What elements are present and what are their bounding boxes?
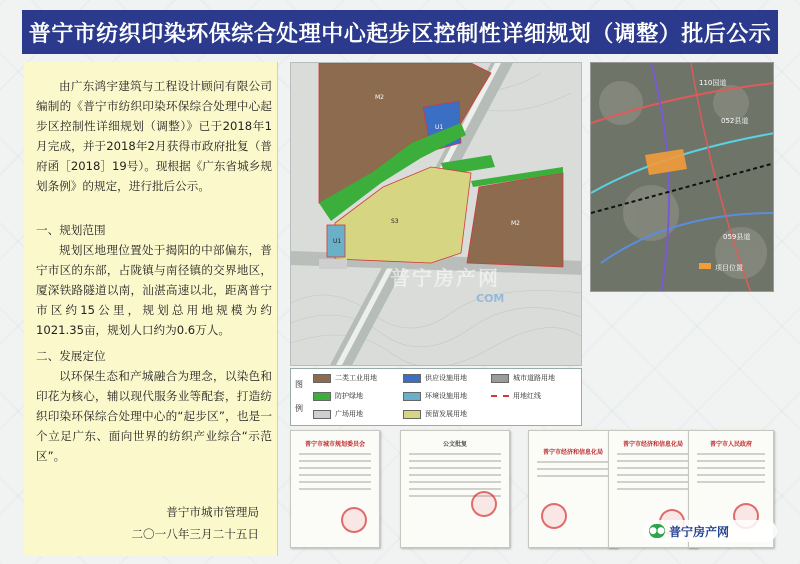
legend-title: 图例 [295, 380, 303, 413]
legend-swatch [403, 374, 421, 383]
legend-item [491, 391, 541, 401]
legend-label: 防护绿地 [335, 392, 363, 400]
section2-body: 以环保生态和产城融合为理念，以染色和印花为核心，辅以现代服务业等配套，打造纺织印染环保综合处理中心的“起步区”，也是一个立足广东、面向世界的纺织产业综合“示范区”。 [36, 369, 272, 463]
notice-intro: 由广东鸿宇建筑与工程设计顾问有限公司编制的《普宁市纺织印染环保综合处理中心起步区控制性详细规划（调整）》已于2018年1月完成，并于2018年2月获得市政府批复（普府函［2018］19号）。现根据《广东省城乡规划条例》的规定，进行批后公示。 [36, 79, 272, 193]
document-title: 普宁市城市规划委员会 [304, 441, 365, 448]
section1-body: 规划区地理位置处于揭阳的中部偏东，普宁市区的东部，占陇镇与南径镇的交界地区，厦深铁路隧道以南，汕湛高速以北，距离普宁市区约15公里，规划总用地规模为约1021.35亩，规划人口约为0.6万人。 [36, 243, 272, 337]
legend-swatch [403, 392, 421, 401]
legend-swatch [313, 410, 331, 419]
parcel-label: S3 [391, 218, 399, 225]
legend-item [313, 373, 377, 383]
legend-item [313, 391, 363, 401]
issue-date: 二〇一八年三月二十五日 [131, 527, 259, 541]
approval-document [528, 430, 618, 548]
planning-map-svg [291, 63, 582, 366]
road-label-110: 110国道 [699, 79, 727, 87]
road-label-059: 059县道 [723, 233, 751, 241]
location-map-svg [591, 63, 774, 292]
legend-swatch [491, 395, 509, 397]
watermark-sub: COM [476, 292, 505, 305]
legend-item [403, 373, 467, 383]
document-title: 普宁市经济和信息化局 [542, 449, 603, 456]
approval-document [290, 430, 380, 548]
legend-item [313, 409, 363, 419]
legend-swatch [491, 374, 509, 383]
badge-text: 普宁房产网 [669, 524, 730, 539]
legend-item [403, 409, 467, 419]
seal-icon [541, 503, 567, 529]
road-label-052: 052县道 [721, 117, 749, 125]
seal-icon [471, 491, 497, 517]
parcel-label: U1 [435, 124, 444, 131]
source-badge [643, 520, 777, 542]
legend-label: 预留发展用地 [425, 410, 467, 418]
issuer: 普宁市城市管理局 [166, 505, 259, 519]
legend-swatch [313, 392, 331, 401]
legend-item [403, 391, 467, 401]
document-title: 普宁市经济和信息化局 [622, 441, 683, 448]
legend-label: 二类工业用地 [335, 374, 377, 382]
location-map [590, 62, 774, 292]
approval-document [400, 430, 510, 548]
section1-heading: 一、规划范围 [36, 223, 106, 237]
map-legend [290, 368, 582, 426]
legend-label: 广场用地 [335, 410, 363, 418]
section2-heading: 二、发展定位 [36, 349, 106, 363]
notice-panel [24, 62, 278, 556]
legend-item [491, 373, 555, 383]
document-title: 普宁市人民政府 [709, 441, 752, 448]
parcel-label: M2 [375, 94, 384, 101]
page-title: 普宁市纺织印染环保综合处理中心起步区控制性详细规划（调整）批后公示 [22, 10, 778, 54]
project-location-label: 项目位置 [715, 264, 743, 272]
legend-label: 供应设施用地 [425, 374, 467, 382]
watermark: 普宁房产网 [390, 266, 500, 290]
legend-swatch [313, 374, 331, 383]
legend-swatch [403, 410, 421, 419]
parcel-label: M2 [511, 220, 520, 227]
parcel-label: U1 [333, 238, 342, 245]
legend-label: 环境设施用地 [425, 392, 467, 400]
legend-label: 城市道路用地 [513, 374, 555, 382]
legend-label: 用地红线 [513, 392, 541, 400]
document-title: 公文批复 [442, 441, 467, 448]
planning-map [290, 62, 582, 366]
seal-icon [341, 507, 367, 533]
wechat-icon: ●● [649, 526, 665, 536]
